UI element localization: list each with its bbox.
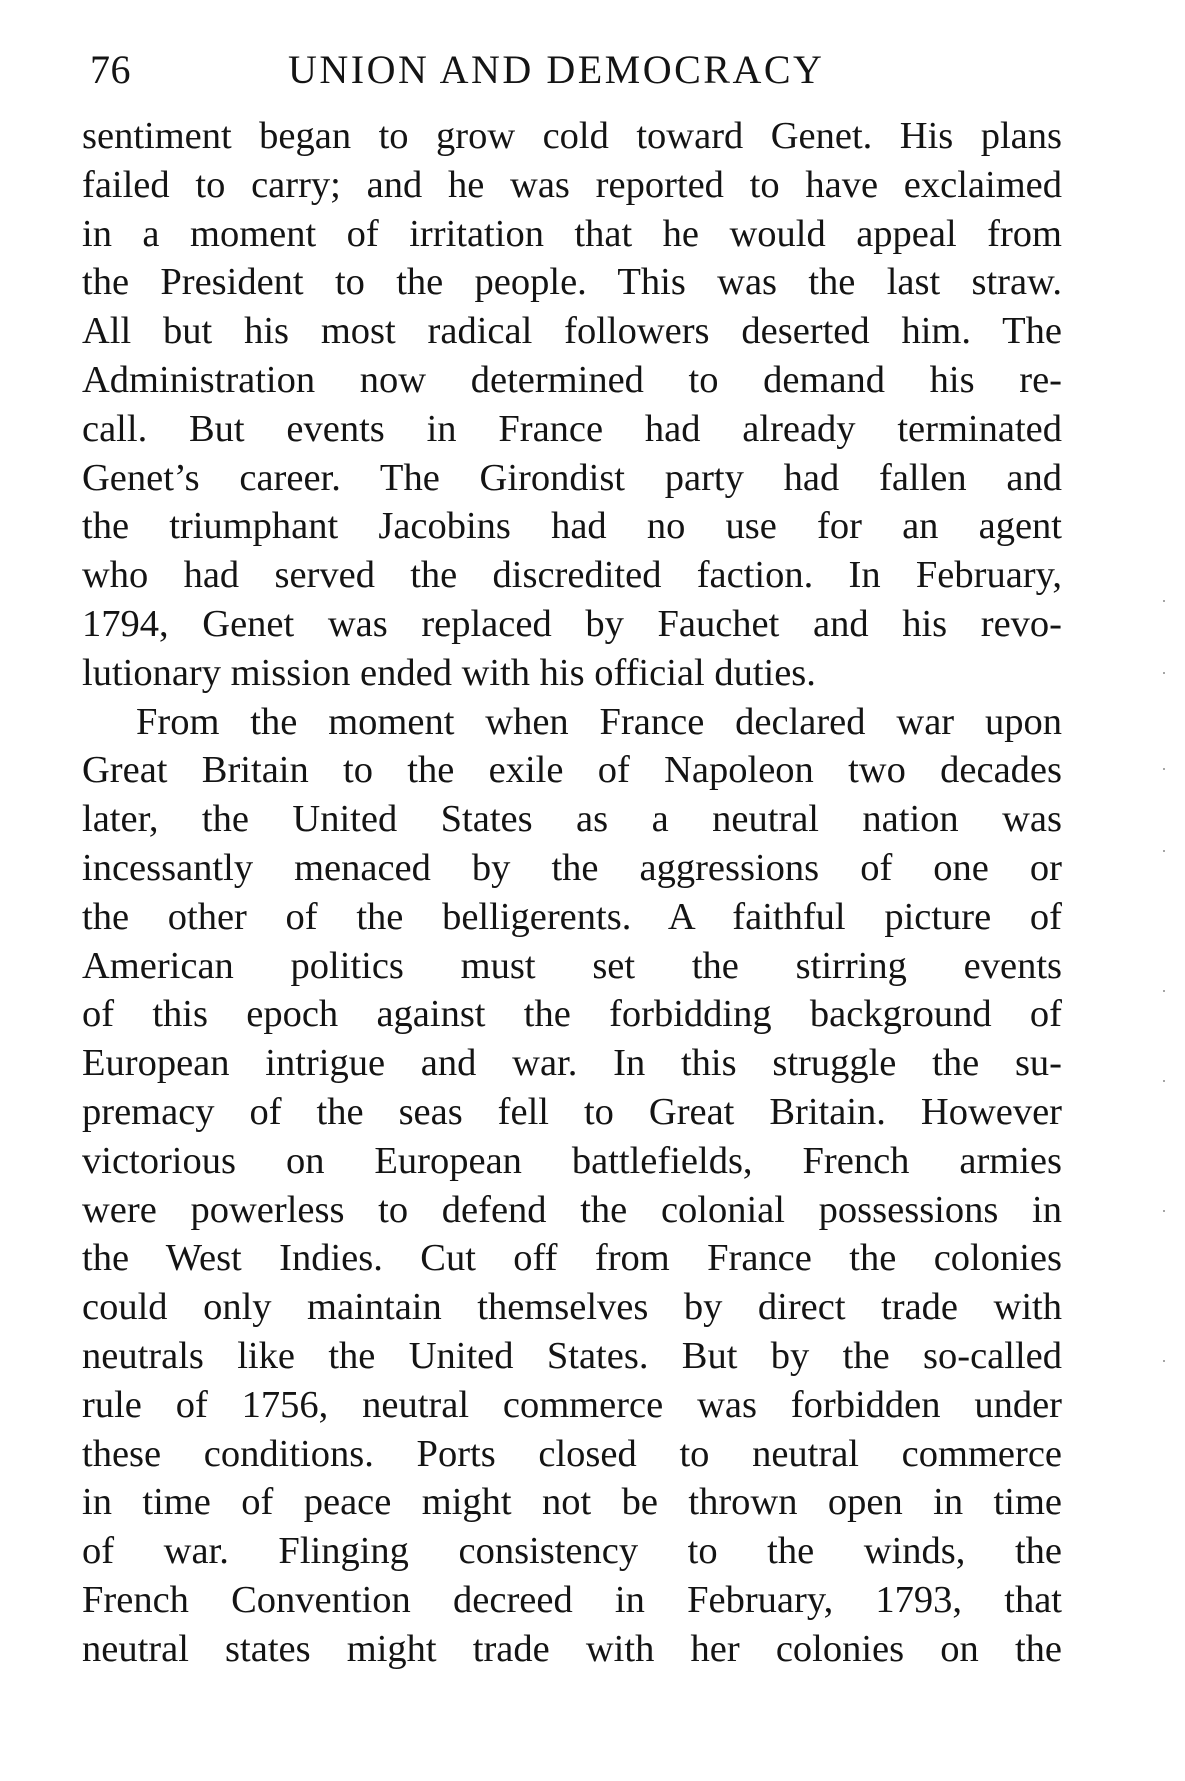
text-line: in time of peace might not be thrown open in time [82, 1481, 1062, 1524]
text-line: these conditions. Ports closed to neutral commerce [82, 1432, 1062, 1475]
text-line: of war. Flinging consistency to the winds, the [82, 1530, 1062, 1573]
text-line: failed to carry; and he was reported to have exclaimed [82, 163, 1062, 206]
text-line: were powerless to defend the colonial possessions in [82, 1188, 1062, 1231]
text-line: From the moment when France declared war upon [136, 700, 1062, 743]
text-line: the other of the belligerents. A faithful picture of [82, 895, 1062, 938]
text-line: neutral states might trade with her colonies on the [82, 1627, 1062, 1670]
body-text [82, 112, 1062, 1674]
scan-edge-specks [1163, 600, 1167, 1500]
text-line: later, the United States as a neutral nation was [82, 798, 1062, 841]
text-line: Great Britain to the exile of Napoleon two decades [82, 749, 1062, 792]
text-line: the West Indies. Cut off from France the colonies [82, 1237, 1062, 1280]
text-line: incessantly menaced by the aggressions of one or [82, 846, 1062, 889]
text-line: European intrigue and war. In this struggle the su- [82, 1042, 1062, 1085]
text-line: in a moment of irritation that he would appeal from [82, 212, 1062, 255]
text-line: Genet’s career. The Girondist party had fallen and [82, 456, 1062, 499]
text-line: premacy of the seas fell to Great Britain. However [82, 1090, 1062, 1133]
text-line: French Convention decreed in February, 1793, that [82, 1578, 1062, 1621]
text-line: the President to the people. This was the last straw. [82, 261, 1062, 304]
text-line: sentiment began to grow cold toward Genet. His plans [82, 115, 1062, 157]
scan-speck [1163, 600, 1165, 602]
text-line: neutrals like the United States. But by the so-called [82, 1334, 1062, 1377]
text-line: victorious on European battlefields, French armies [82, 1139, 1062, 1182]
text-line: rule of 1756, neutral commerce was forbidden under [82, 1383, 1062, 1426]
scan-speck [1163, 1080, 1165, 1082]
text-line: of this epoch against the forbidding background of [82, 993, 1062, 1036]
scan-speck [1163, 1360, 1165, 1362]
text-line: 1794, Genet was replaced by Fauchet and his revo- [82, 602, 1062, 645]
text-line: who had served the discredited faction. In February, [82, 554, 1062, 597]
text-line: lutionary mission ended with his official duties. [82, 651, 816, 694]
running-head [90, 40, 1070, 100]
scan-speck [1163, 768, 1165, 770]
page-number: 76 [90, 47, 131, 92]
text-line: call. But events in France had already terminated [82, 407, 1062, 450]
text-line: could only maintain themselves by direct trade with [82, 1286, 1062, 1329]
scan-speck [1163, 850, 1165, 852]
text-line: American politics must set the stirring events [82, 944, 1062, 987]
scan-speck [1163, 1210, 1165, 1212]
running-title: UNION AND DEMOCRACY [288, 47, 825, 92]
text-line: Administration now determined to demand his re- [82, 358, 1062, 401]
text-line: All but his most radical followers deserted him. The [82, 310, 1062, 353]
scan-speck [1163, 672, 1165, 674]
text-line: the triumphant Jacobins had no use for an agent [82, 505, 1062, 548]
scan-speck [1163, 990, 1165, 992]
